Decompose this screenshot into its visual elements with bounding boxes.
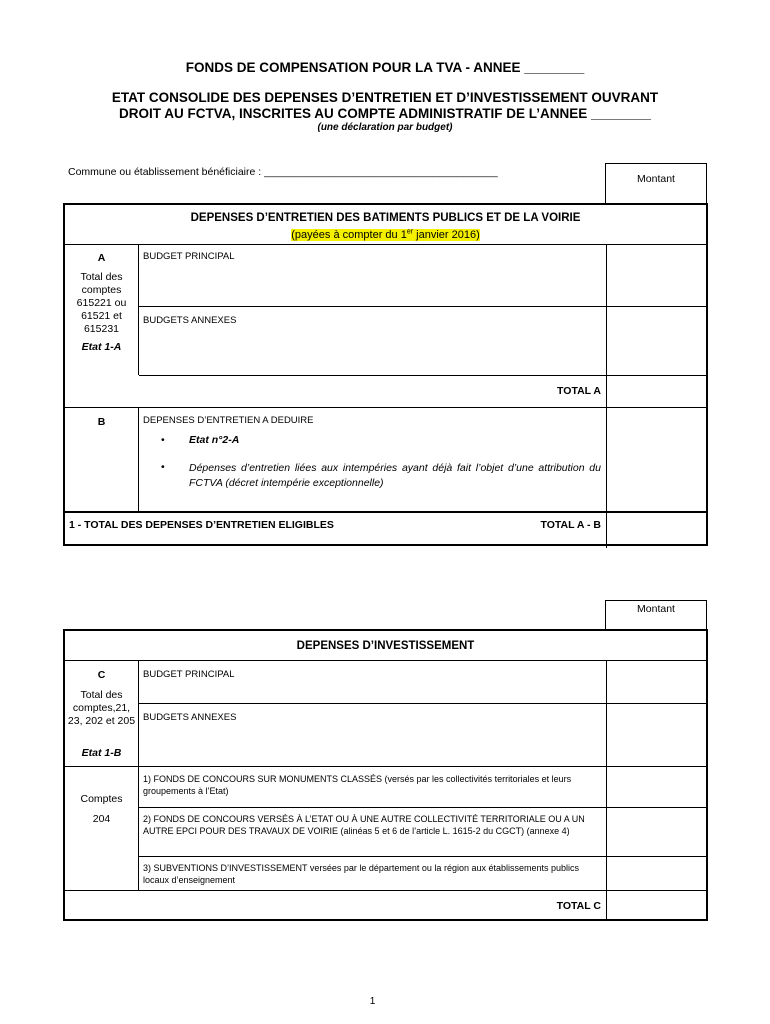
item-1-label: 1) FONDS DE CONCOURS SUR MONUMENTS CLASSÉS (versés par les collectivités territoriales et leurs groupements à l’Etat) <box>143 774 572 796</box>
total-c-amount[interactable] <box>607 891 706 919</box>
bullet-icon-1: • <box>161 434 165 446</box>
row-c-letter: C <box>97 669 106 681</box>
budget-principal-label-2: BUDGET PRINCIPAL <box>143 669 235 680</box>
page-number: 1 <box>369 996 376 1007</box>
item-2-label: 2) FONDS DE CONCOURS VERSÉS À L’ETAT OU À UNE AUTRE COLLECTIVITÉ TERRITORIALE OU A UN AUTRE EPCI POUR DES TRAVAUX DE VOIRIE (alinéas 5 et 6 de l’article L. 1615-2 du CGCT) (annexe 4) <box>143 814 585 836</box>
row-a-description: Total des comptes 615221 ou 61521 et 615231 <box>76 271 127 335</box>
budgets-annexes-amount-1[interactable] <box>607 307 706 375</box>
form-title: FONDS DE COMPENSATION POUR LA TVA - ANNEE ________ <box>185 60 585 75</box>
budget-principal-label-1: BUDGET PRINCIPAL <box>143 251 235 262</box>
investissement-table <box>63 629 708 921</box>
section1-subtitle-highlight: (payées à compter du 1er janvier 2016) <box>291 228 480 241</box>
budgets-annexes-label-2: BUDGETS ANNEXES <box>143 712 237 723</box>
form-heading-line1: ETAT CONSOLIDE DES DEPENSES D’ENTRETIEN ET D’INVESTISSEMENT OUVRANT <box>111 90 659 105</box>
item-3-amount[interactable] <box>607 857 706 890</box>
row-b-letter: B <box>97 416 106 428</box>
montant-header-1 <box>605 163 707 205</box>
comptes-label: Comptes <box>80 793 123 805</box>
montant-header-2 <box>605 600 707 631</box>
form-heading <box>0 90 770 122</box>
row-c-description: Total des comptes,21, 23, 202 et 205 <box>67 689 136 727</box>
budgets-annexes-label-1: BUDGETS ANNEXES <box>143 315 237 326</box>
budget-principal-amount-2[interactable] <box>607 661 706 703</box>
montant-label-2: Montant <box>637 603 675 615</box>
total-a-b-label: TOTAL A - B <box>540 519 601 531</box>
row-a-etat: Etat 1-A <box>81 341 122 353</box>
section1-subtitle <box>65 228 706 241</box>
row-b-title: DEPENSES D’ENTRETIEN A DEDUIRE <box>143 415 314 426</box>
total-a-label: TOTAL A <box>557 385 601 397</box>
montant-label: Montant <box>637 173 675 185</box>
budget-principal-amount-1[interactable] <box>607 245 706 306</box>
budgets-annexes-amount-2[interactable] <box>607 704 706 766</box>
total-c-label: TOTAL C <box>556 900 601 912</box>
row-b-bullet-2: Dépenses d’entretien liées aux intempéries ayant déjà fait l’objet d’une attribution du FCTVA (décret intempérie exceptionnelle) <box>189 462 601 489</box>
comptes-number: 204 <box>92 813 111 825</box>
row-a-letter: A <box>97 252 106 264</box>
item-3-label: 3) SUBVENTIONS D’INVESTISSEMENT versées par le département ou la région aux établissements publics locaux d’enseignement <box>143 863 580 885</box>
form-heading-line2: DROIT AU FCTVA, INSCRITES AU COMPTE ADMINISTRATIF DE L’ANNEE ________ <box>118 106 652 121</box>
total-a-amount[interactable] <box>607 376 706 407</box>
total-a-b-amount[interactable] <box>607 513 706 548</box>
form-subtitle: (une déclaration par budget) <box>317 122 453 133</box>
section2-title: DEPENSES D’INVESTISSEMENT <box>296 640 475 652</box>
row-b-bullet-1: Etat n°2-A <box>189 434 240 446</box>
item-1-amount[interactable] <box>607 767 706 807</box>
bullet-icon-2: • <box>161 461 165 473</box>
item-2-amount[interactable] <box>607 808 706 856</box>
section1-title: DEPENSES D’ENTRETIEN DES BATIMENTS PUBLICS ET DE LA VOIRIE <box>190 212 581 224</box>
row-c-etat: Etat 1-B <box>81 747 122 759</box>
row-b-amount[interactable] <box>607 408 706 511</box>
total-eligibles-label: 1 - TOTAL DES DEPENSES D’ENTRETIEN ELIGIBLES <box>69 519 334 531</box>
entretien-table <box>63 203 708 546</box>
commune-field-label[interactable]: Commune ou établissement bénéficiaire : ________________________________________ <box>68 166 498 178</box>
